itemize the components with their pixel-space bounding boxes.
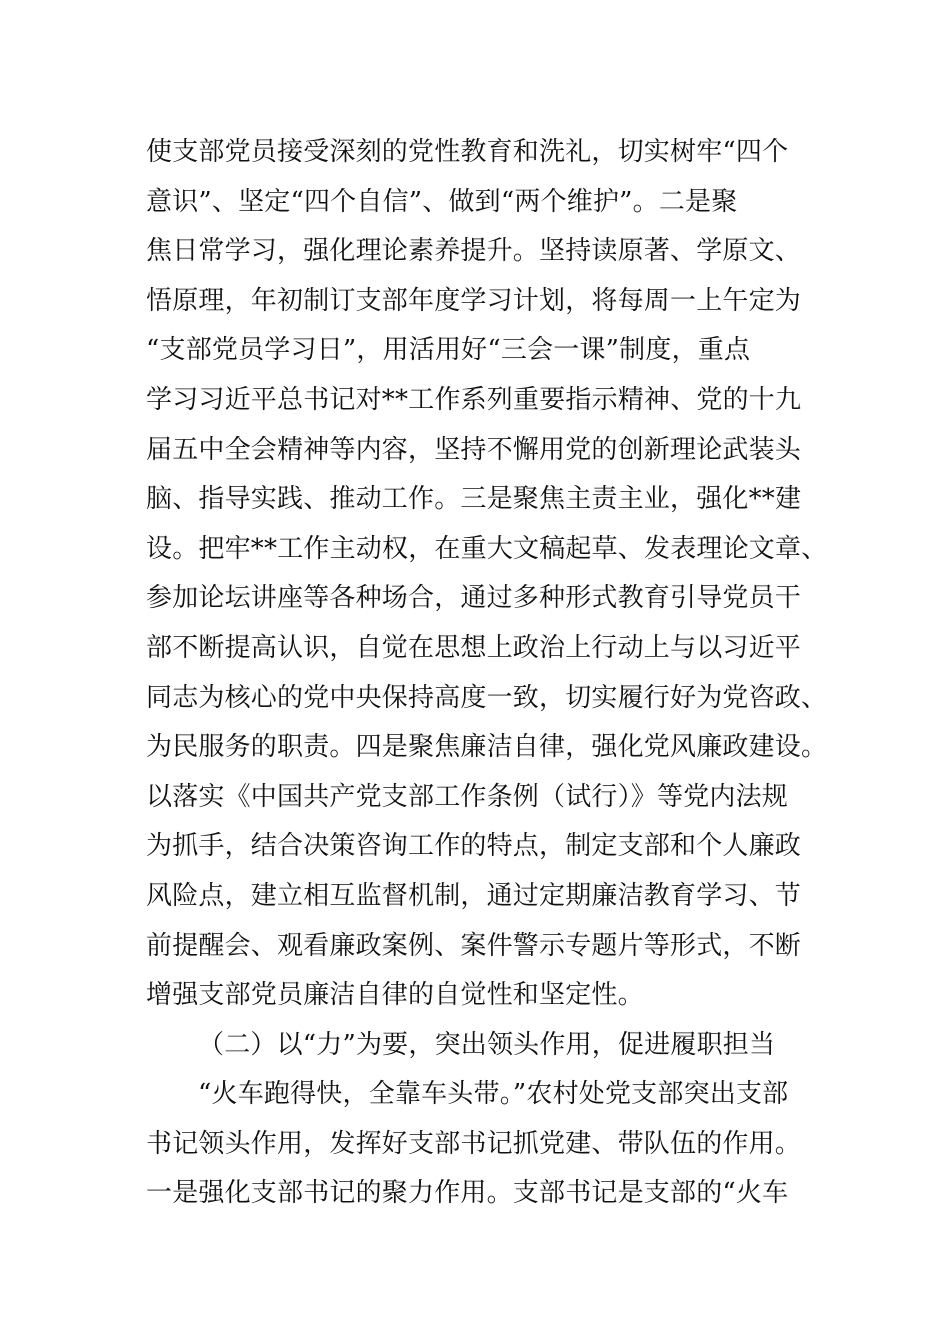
paragraph-line: 前提醒会、观看廉政案例、案件警示专题片等形式，不断 [146,930,802,961]
paragraph-line: 风险点，建立相互监督机制，通过定期廉洁教育学习、节 [146,880,802,911]
paragraph-line: 以落实《中国共产党支部工作条例（试行）》等党内法规 [146,781,789,812]
paragraph-line: 为抓手，结合决策咨询工作的特点，制定支部和个人廉政 [146,831,802,862]
paragraph-line: 同志为核心的党中央保持高度一致，切实履行好为党咨政、 [146,682,828,713]
paragraph-line: 部不断提高认识，自觉在思想上政治上行动上与以习近平 [146,632,802,663]
paragraph-line: 意识”、坚定“四个自信”、做到“两个维护”。二是聚 [146,186,738,217]
paragraph-line: 届五中全会精神等内容，坚持不懈用党的创新理论武装头 [146,434,802,465]
paragraph-line: 设。把牢**工作主动权，在重大文稿起草、发表理论文章、 [146,533,828,564]
paragraph-line: 书记领头作用，发挥好支部书记抓党建、带队伍的作用。 [146,1128,802,1159]
paragraph-line: 脑、指导实践、推动工作。三是聚焦主责主业，强化**建 [146,484,802,515]
paragraph-line: 悟原理，年初制订支部年度学习计划，将每周一上午定为 [146,285,802,316]
body-text [146,128,828,1219]
paragraph-line: 参加论坛讲座等各种场合，通过多种形式教育引导党员干 [146,583,802,614]
paragraph-line: 焦日常学习，强化理论素养提升。坚持读原著、学原文、 [146,236,802,267]
paragraph-line: 为民服务的职责。四是聚焦廉洁自律，强化党风廉政建设。 [146,732,828,763]
paragraph-line: 一是强化支部书记的聚力作用。支部书记是支部的“火车 [146,1178,789,1209]
section-heading: （二）以“力”为要，突出领头作用，促进履职担当 [198,1029,776,1060]
paragraph-line: 增强支部党员廉洁自律的自觉性和坚定性。 [146,980,644,1011]
paragraph-line: 学习习近平总书记对**工作系列重要指示精神、党的十九 [146,384,802,415]
paragraph-line: 使支部党员接受深刻的党性教育和洗礼，切实树牢“四个 [146,137,789,167]
paragraph-line: “支部党员学习日”，用活用好“三会一课”制度，重点 [146,335,751,366]
paragraph-line: “火车跑得快，全靠车头带。”农村处党支部突出支部 [198,1079,789,1110]
